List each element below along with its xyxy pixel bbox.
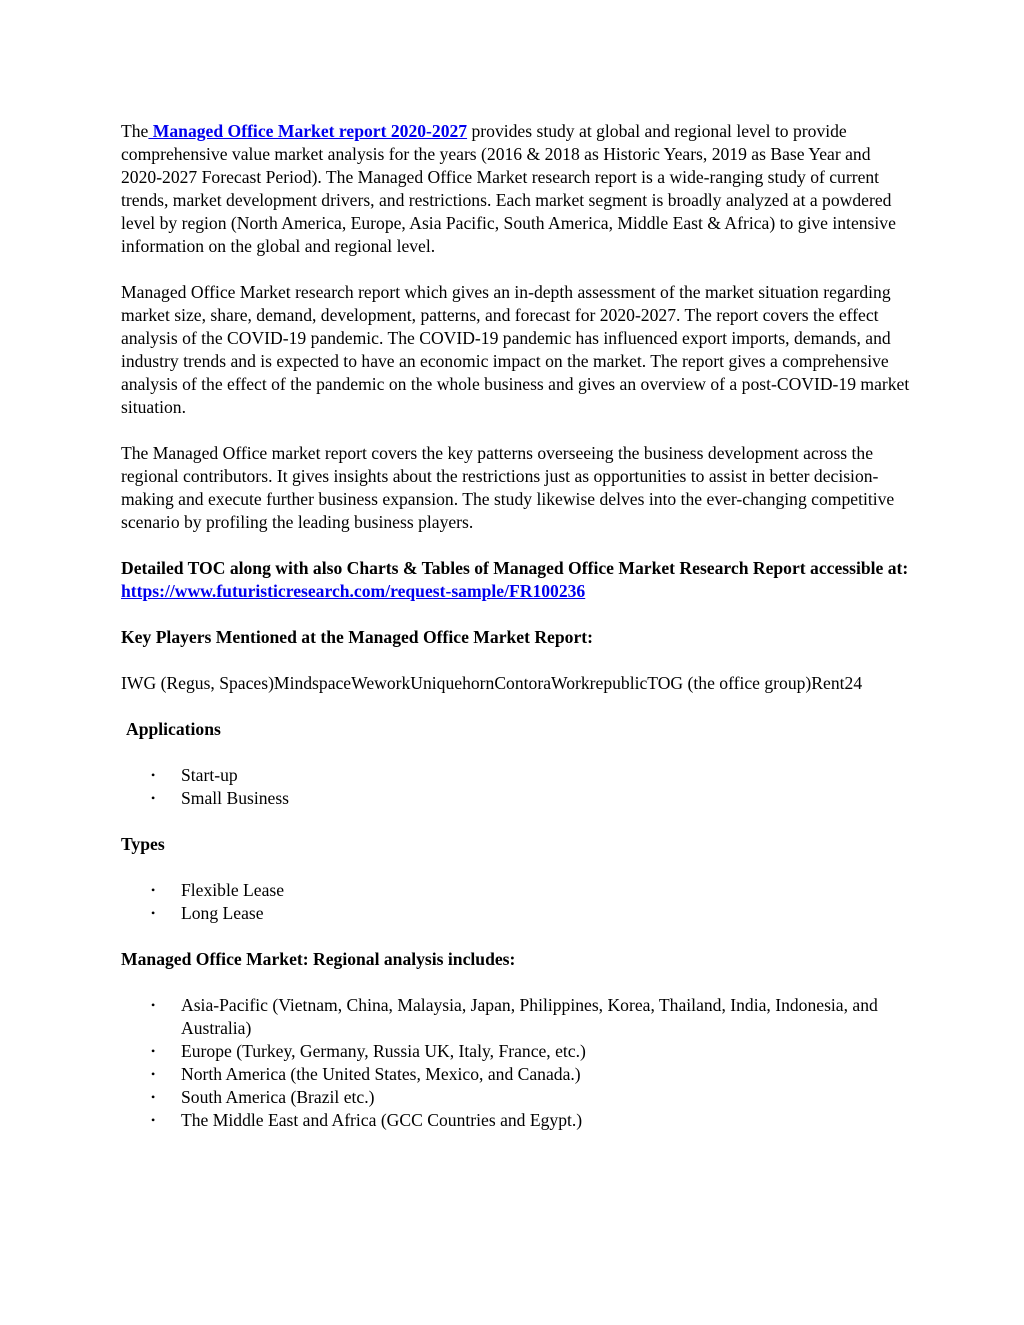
types-list	[121, 879, 911, 925]
bullet-icon: •	[151, 998, 156, 1012]
list-item	[151, 879, 911, 902]
bullet-icon: •	[151, 1044, 156, 1058]
document-page	[121, 120, 911, 1155]
bullet-icon: •	[151, 906, 156, 920]
covid-paragraph: Managed Office Market research report which gives an in-depth assessment of the market situation regarding market size, share, demand, development, patterns, and forecast for 2020-2027. The report covers the effect analysis of the COVID-19 pandemic. The COVID-19 pandemic has influenced export imports, demands, and industry trends and is expected to have an economic impact on the market. The report gives a comprehensive analysis of the effect of the pandemic on the whole business and gives an overview of a post-COVID-19 market situation.	[121, 282, 910, 417]
types-heading: Types	[121, 834, 165, 854]
intro-paragraph	[121, 120, 911, 258]
list-item	[151, 994, 911, 1040]
list-item-label: Asia-Pacific (Vietnam, China, Malaysia, Japan, Philippines, Korea, Thailand, India, Indonesia, and Australia)	[181, 995, 878, 1038]
list-item	[151, 1086, 911, 1109]
report-link[interactable]: Managed Office Market report 2020-2027	[148, 121, 468, 141]
key-players-list: IWG (Regus, Spaces)MindspaceWeworkUniquehornContoraWorkrepublicTOG (the office group)Rent24	[121, 673, 863, 693]
list-item-label: South America (Brazil etc.)	[181, 1087, 375, 1107]
bullet-icon: •	[151, 1067, 156, 1081]
toc-paragraph	[121, 557, 911, 603]
list-item-label: The Middle East and Africa (GCC Countries and Egypt.)	[181, 1110, 583, 1130]
list-item	[151, 1063, 911, 1086]
list-item	[151, 787, 911, 810]
list-item-label: Flexible Lease	[181, 880, 285, 900]
list-item-label: Start-up	[181, 765, 238, 785]
bullet-icon: •	[151, 791, 156, 805]
bullet-icon: •	[151, 883, 156, 897]
bullet-icon: •	[151, 1113, 156, 1127]
list-item	[151, 764, 911, 787]
list-item-label: Long Lease	[181, 903, 264, 923]
list-item	[151, 1109, 911, 1132]
key-players-heading: Key Players Mentioned at the Managed Office Market Report:	[121, 627, 593, 647]
bullet-icon: •	[151, 768, 156, 782]
sample-request-link[interactable]: https://www.futuristicresearch.com/request-sample/FR100236	[121, 581, 586, 601]
list-item	[151, 1040, 911, 1063]
regional-heading: Managed Office Market: Regional analysis includes:	[121, 949, 516, 969]
applications-list	[121, 764, 911, 810]
list-item-label: Europe (Turkey, Germany, Russia UK, Italy, France, etc.)	[181, 1041, 586, 1061]
intro-lead: The	[121, 121, 149, 141]
list-item-label: Small Business	[181, 788, 290, 808]
list-item	[151, 902, 911, 925]
regional-list	[121, 994, 911, 1132]
toc-text: Detailed TOC along with also Charts & Tables of Managed Office Market Research Report accessible at:	[121, 558, 909, 578]
patterns-paragraph: The Managed Office market report covers the key patterns overseeing the business development across the regional contributors. It gives insights about the restrictions just as opportunities to assist in better decision-making and execute further business expansion. The study likewise delves into the ever-changing competitive scenario by profiling the leading business players.	[121, 443, 895, 532]
applications-heading: Applications	[126, 719, 221, 739]
list-item-label: North America (the United States, Mexico, and Canada.)	[181, 1064, 581, 1084]
bullet-icon: •	[151, 1090, 156, 1104]
intro-rest: provides study at global and regional level to provide comprehensive value market analysis for the years (2016 & 2018 as Historic Years, 2019 as Base Year and 2020-2027 Forecast Period). The Managed Office Market research report is a wide-ranging study of current trends, market development drivers, and restrictions. Each market segment is broadly analyzed at a powdered level by region (North America, Europe, Asia Pacific, South America, Middle East & Africa) to give intensive information on the global and regional level.	[121, 121, 896, 256]
